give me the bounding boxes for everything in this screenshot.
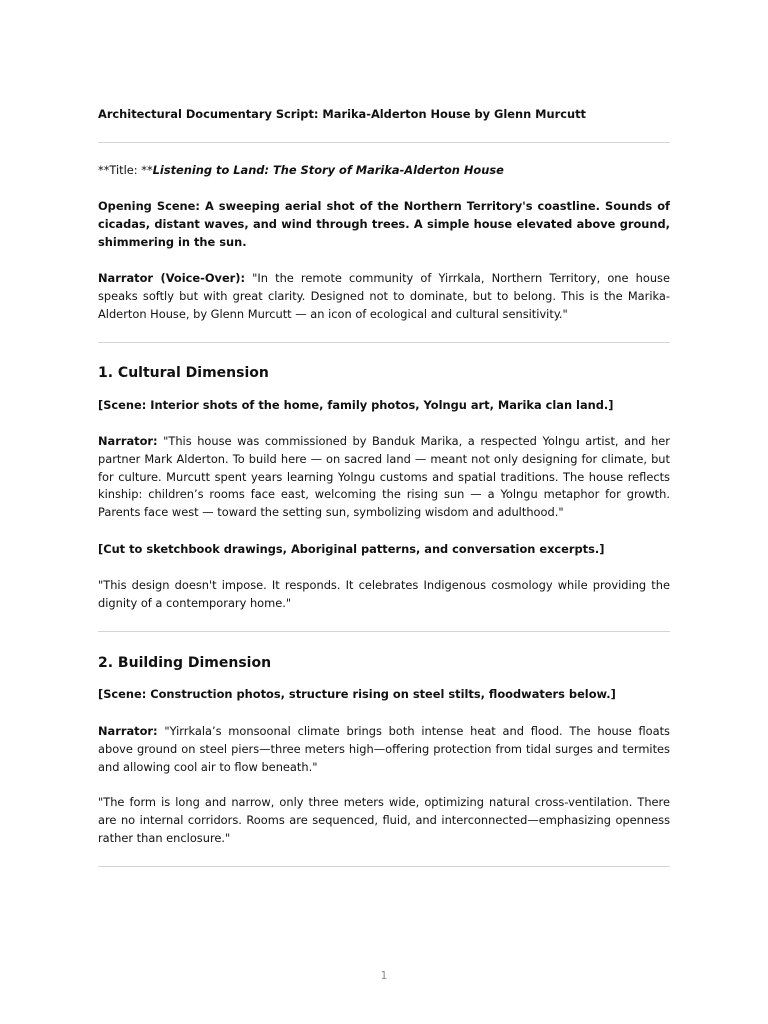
cut-direction: [Cut to sketchbook drawings, Aboriginal patterns, and conversation excerpts.]	[98, 542, 605, 556]
divider	[98, 342, 670, 343]
cultural-quote: "This design doesn't impose. It responds. It celebrates Indigenous cosmology while providing the dignity of a contemporary home."	[98, 578, 670, 610]
scene-direction: [Scene: Interior shots of the home, family photos, Yolngu art, Marika clan land.]	[98, 398, 614, 412]
building-narration	[98, 723, 670, 776]
intro-text: "In the remote community of Yirrkala, Northern Territory, one house speaks softly but with great clarity. Designed not to dominate, but to belong. This is the Marika-Alderton House, by Glenn Murcutt — an icon of ecological and cultural sensitivity."	[98, 271, 670, 321]
opening-scene: Opening Scene: A sweeping aerial shot of the Northern Territory's coastline. Sounds of cicadas, distant waves, and wind through trees. A simple house elevated above ground, shimmering in the sun.	[98, 199, 670, 249]
narrator-label: Narrator:	[98, 434, 158, 448]
title-prefix: **Title: **	[98, 163, 153, 177]
divider	[98, 631, 670, 632]
document-title: Architectural Documentary Script: Marika-Alderton House by Glenn Murcutt	[98, 107, 586, 121]
intro-narration	[98, 270, 670, 323]
building-quote: "The form is long and narrow, only three meters wide, optimizing natural cross-ventilation. There are no internal corridors. Rooms are sequenced, fluid, and interconnected—emphasizing openness rather than enclosure."	[98, 795, 670, 845]
narration-text: "This house was commissioned by Banduk Marika, a respected Yolngu artist, and her partner Mark Alderton. To build here — on sacred land — meant not only designing for climate, but for culture. Murcutt spent years learning Yolngu customs and spatial traditions. The house reflects kinship: children’s rooms face east, welcoming the rising sun — a Yolngu metaphor for growth. Parents face west — toward the setting sun, symbolizing wisdom and adulthood."	[98, 434, 670, 520]
section-heading-cultural: 1. Cultural Dimension	[98, 365, 269, 381]
narrator-label: Narrator:	[98, 724, 158, 738]
narration-text: "Yirrkala’s monsoonal climate brings both intense heat and flood. The house floats above ground on steel piers—three meters high—offering protection from tidal surges and termites and allowing cool air to flow beneath."	[98, 724, 670, 774]
documentary-title: Listening to Land: The Story of Marika-Alderton House	[152, 163, 504, 177]
section-heading-building: 2. Building Dimension	[98, 655, 272, 671]
scene-direction: [Scene: Construction photos, structure rising on steel stilts, floodwaters below.]	[98, 687, 616, 701]
page-number: 1	[380, 970, 388, 982]
cultural-narration	[98, 433, 670, 522]
divider	[98, 142, 670, 143]
title-line	[98, 162, 670, 180]
intro-speaker: Narrator (Voice-Over):	[98, 271, 246, 285]
divider	[98, 866, 670, 867]
